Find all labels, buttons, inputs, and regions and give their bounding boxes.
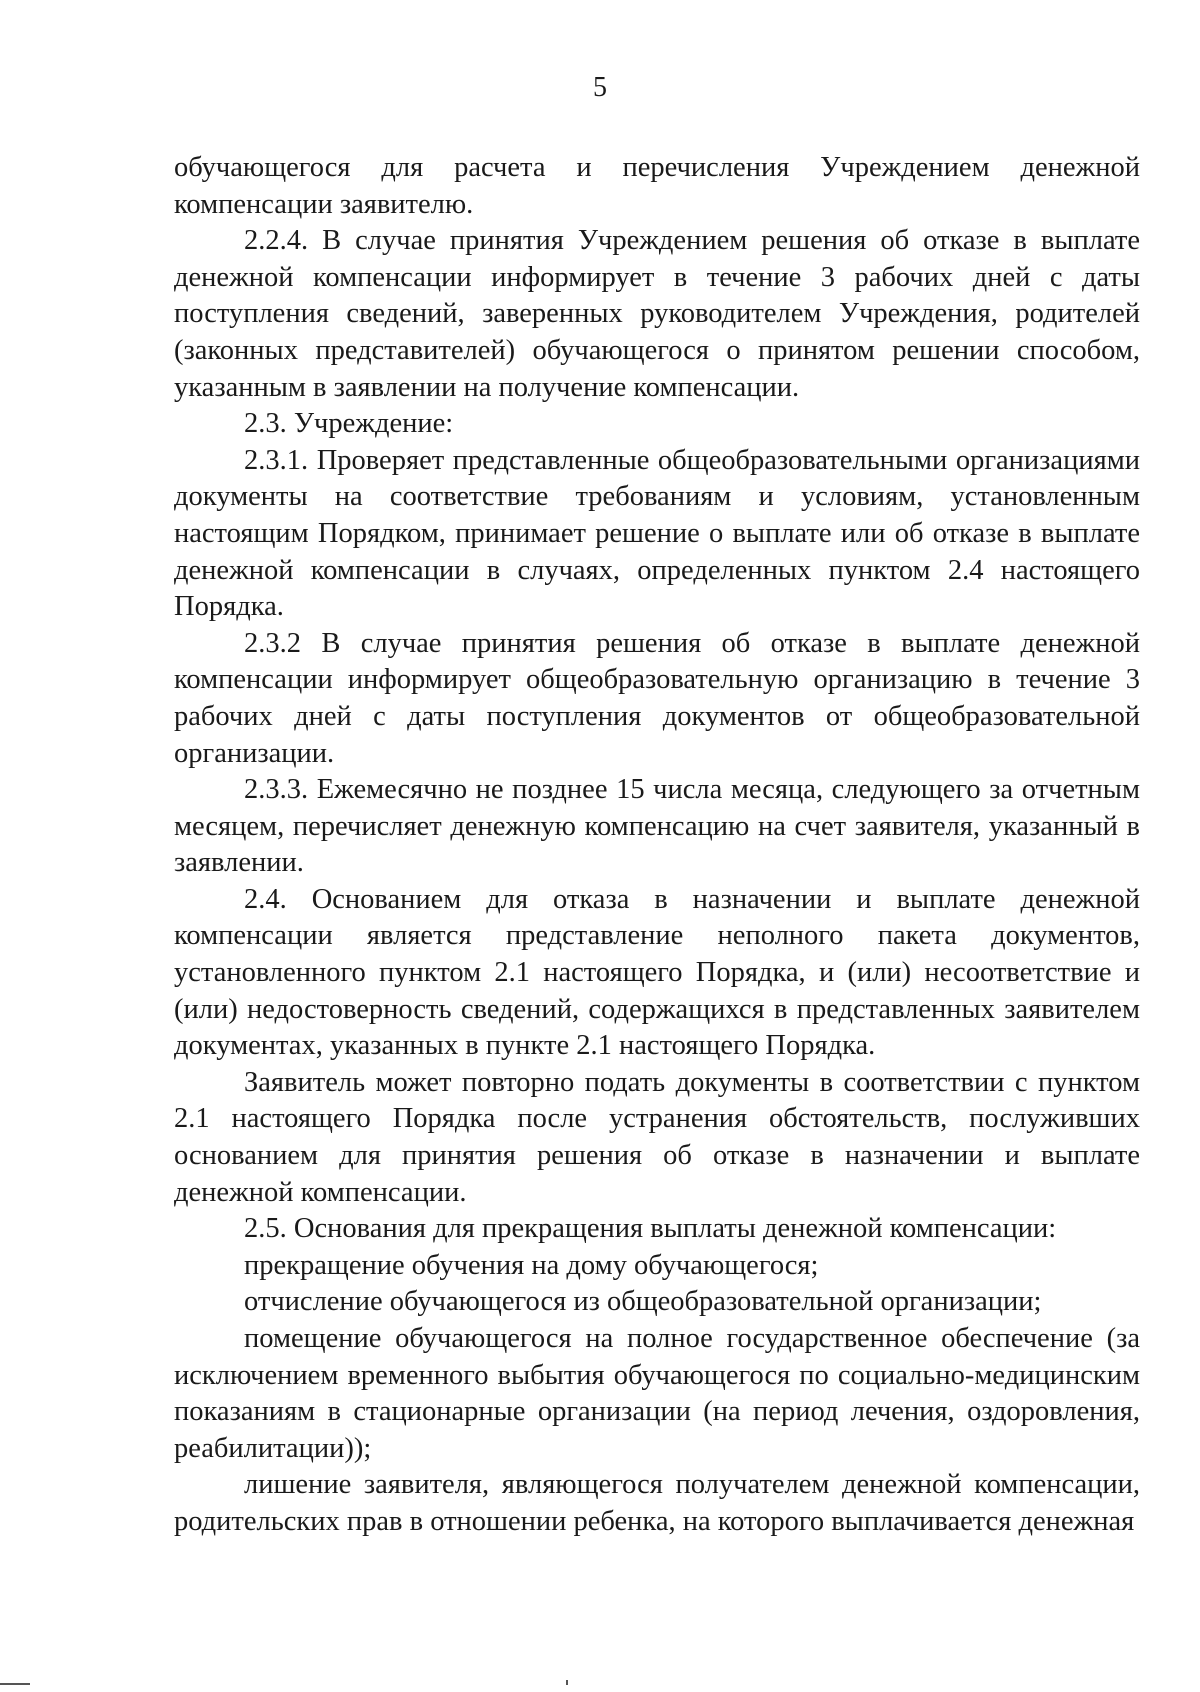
document-body (174, 150, 1140, 1541)
paragraph-2-5-item-3: помещение обучающегося на полное государственное обеспечение (за исключением временного выбытия обучающегося по социально-медицинским показаниям в стационарные организации (на период лечения, оздоровления, реабилитации)); (174, 1323, 1140, 1464)
paragraph-2-4-repeat-submission: Заявитель может повторно подать документы в соответствии с пунктом 2.1 настоящего Порядка после устранения обстоятельств, послуживших основанием для принятия решения об отказе в назначении и выплате денежной компенсации. (174, 1066, 1140, 1208)
paragraph-continuation: обучающегося для расчета и перечисления Учреждением денежной компенсации заявителю. (174, 152, 1140, 220)
paragraph-2-4: 2.4. Основанием для отказа в назначении и выплате денежной компенсации является представление неполного пакета документов, установленного пунктом 2.1 настоящего Порядка, и (или) несоответствие и (или) недостоверность сведений, содержащихся в представленных заявителем документах, указанных в пункте 2.1 настоящего Порядка. (174, 883, 1140, 1062)
paragraph-2-5-item-1: прекращение обучения на дому обучающегося; (244, 1249, 819, 1281)
paragraph-2-5: 2.5. Основания для прекращения выплаты денежной компенсации: (244, 1213, 1057, 1245)
paragraph-2-5-item-2: отчисление обучающегося из общеобразовательной организации; (244, 1286, 1042, 1318)
paragraph-2-3-2: 2.3.2 В случае принятия решения об отказе в выплате денежной компенсации информирует общеобразовательную организацию в течение 3 рабочих дней с даты поступления документов от общеобразовательной организации. (174, 627, 1140, 769)
scan-artifact-left (0, 1683, 30, 1685)
scan-artifact-center (566, 1680, 568, 1685)
paragraph-2-3-1: 2.3.1. Проверяет представленные общеобразовательными организациями документы на соответствие требованиям и условиям, установленным настоящим Порядком, принимает решение о выплате или об отказе в выплате денежной компенсации в случаях, определенных пунктом 2.4 настоящего Порядка. (174, 444, 1140, 623)
page-number: 5 (593, 72, 607, 103)
paragraph-2-2-4: 2.2.4. В случае принятия Учреждением решения об отказе в выплате денежной компенсации информирует в течение 3 рабочих дней с даты поступления сведений, заверенных руководителем Учреждения, родителей (законных представителей) обучающегося о принятом решении способом, указанным в заявлении на получение компенсации. (174, 225, 1140, 403)
paragraph-2-3-3: 2.3.3. Ежемесячно не позднее 15 числа месяца, следующего за отчетным месяцем, перечисляет денежную компенсацию на счет заявителя, указанный в заявлении. (174, 774, 1140, 879)
paragraph-2-3: 2.3. Учреждение: (244, 408, 454, 440)
paragraph-2-5-item-4: лишение заявителя, являющегося получателем денежной компенсации, родительских прав в отношении ребенка, на которого выплачивается денежная (174, 1469, 1140, 1537)
